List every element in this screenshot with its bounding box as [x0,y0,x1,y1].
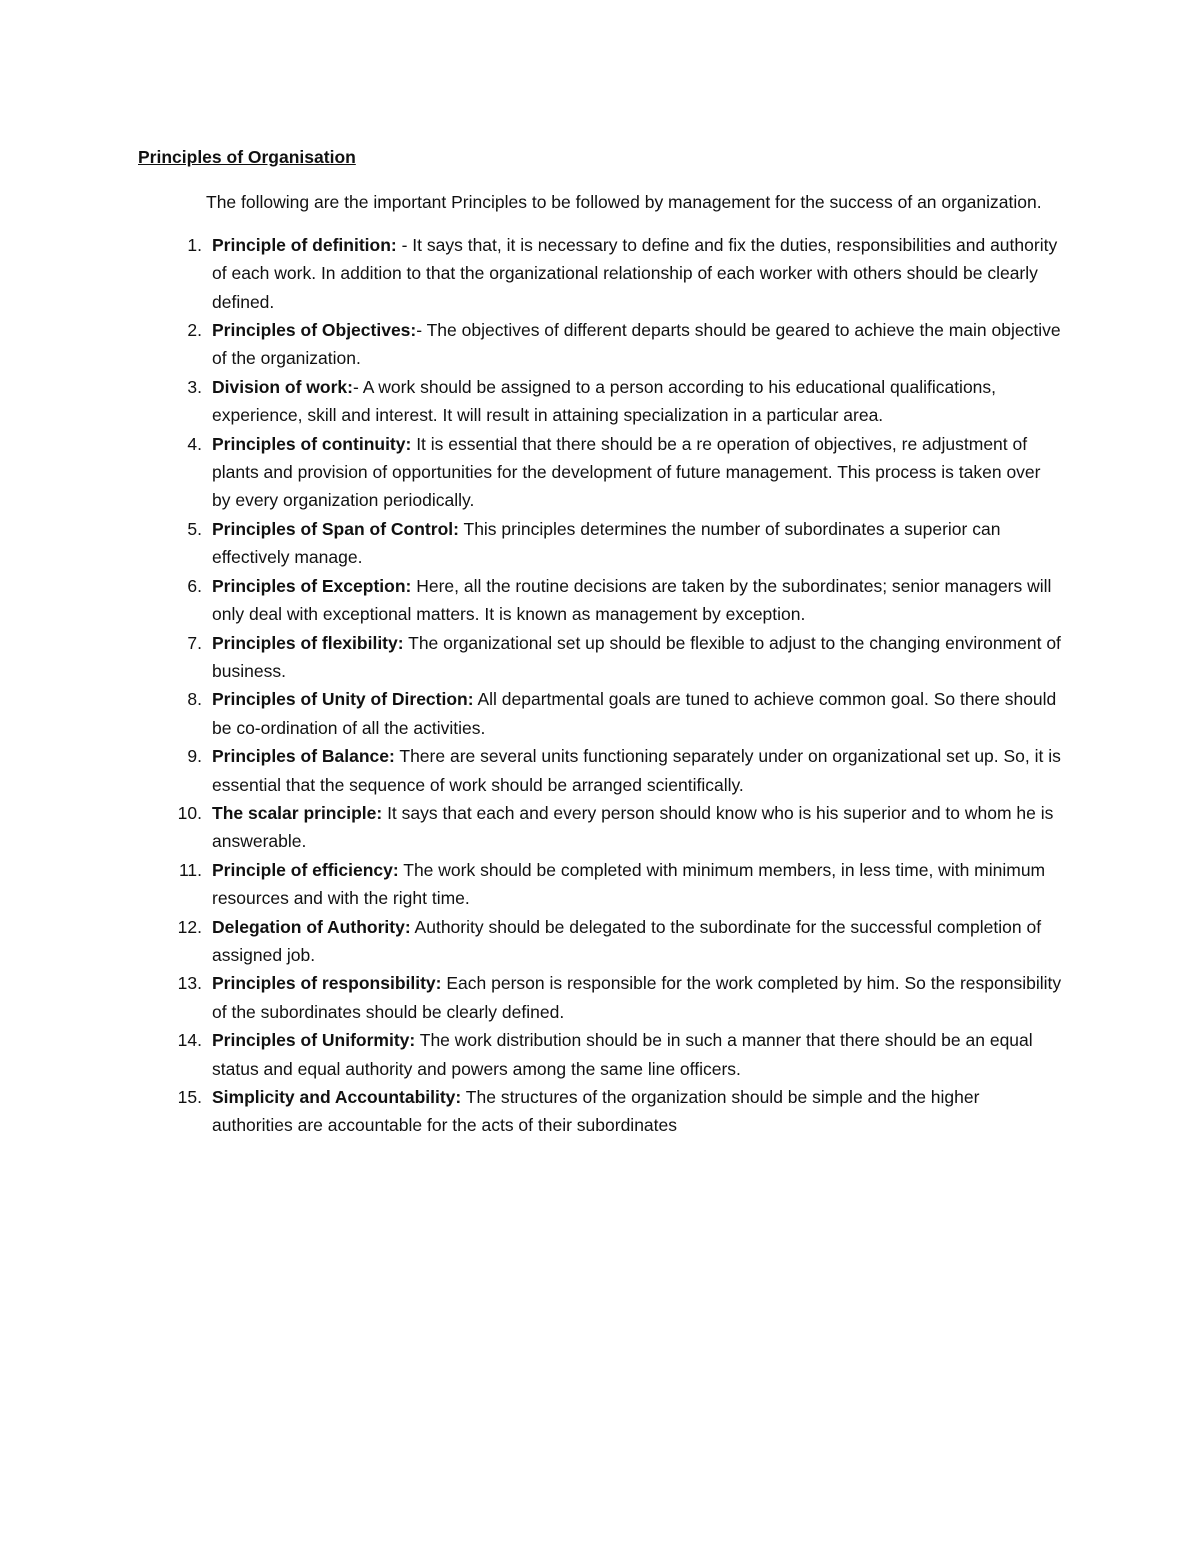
principle-description: There are several units functioning separately under on organizational set up. So, it is essential that the sequence of work should be arranged scientifically. [212,746,1061,795]
principle-term: Division of work: [212,376,353,397]
item-number: 10. [177,802,202,823]
item-number: 7. [187,632,202,653]
principle-item [138,316,1063,373]
principle-term: Principles of Balance: [212,746,395,767]
principles-list [138,231,1063,1140]
item-number: 3. [187,376,202,397]
item-number: 12. [177,916,202,937]
principle-item [138,913,1063,970]
principle-item [138,231,1063,316]
principle-description: - The objectives of different departs should be geared to achieve the main objective of the organization. [212,320,1061,369]
principle-description: Each person is responsible for the work completed by him. So the responsibility of the subordinates should be clearly defined. [212,973,1062,1022]
principle-description: The structures of the organization should be simple and the higher authorities are accountable for the acts of their subordinates [212,1087,980,1136]
principle-term: Principles of responsibility: [212,973,442,994]
principle-description: Here, all the routine decisions are taken by the subordinates; senior managers will only deal with exceptional matters. It is known as management by exception. [212,575,1052,625]
principle-item [138,856,1063,913]
principle-description: The work should be completed with minimum members, in less time, with minimum resources and with the right time. [212,859,1046,909]
item-number: 9. [187,746,202,767]
principle-term: Principles of Objectives: [212,320,417,341]
item-number: 15. [177,1087,202,1107]
principle-item [138,685,1063,742]
intro-paragraph: The following are the important Principles to be followed by management for the success of an organization. [206,192,1042,213]
document-title: Principles of Organisation [138,147,356,167]
principle-term: Principles of Uniformity: [212,1030,416,1051]
principle-item [138,515,1063,572]
principle-description: Authority should be delegated to the subordinate for the successful completion of assigned job. [212,916,1042,965]
principle-term: Principles of continuity: [212,433,412,454]
item-number: 14. [177,1030,202,1051]
principle-term: The scalar principle: [212,802,383,823]
item-number: 4. [187,433,202,454]
principle-term: Principles of flexibility: [212,632,404,653]
item-number: 1. [187,234,202,255]
principle-description: - A work should be assigned to a person according to his educational qualifications, experience, skill and interest. It will result in attaining specialization in a particular area. [212,376,997,426]
principle-term: Principle of definition: [212,234,397,255]
item-number: 11. [178,859,202,880]
principle-description: It is essential that there should be a re operation of objectives, re adjustment of plants and provision of opportunities for the development of future management. This process is taken over by every organization periodically. [212,433,1041,511]
item-number: 8. [187,689,202,710]
principle-description: - It says that, it is necessary to define and fix the duties, responsibilities and authority of each work. In addition to that the organizational relationship of each worker with others should be clearly defined. [212,234,1058,312]
principle-term: Simplicity and Accountability: [212,1087,462,1107]
principle-description: The work distribution should be in such a manner that there should be an equal status and equal authority and powers among the same line officers. [212,1030,1033,1079]
item-number: 5. [187,518,202,539]
principle-item [138,742,1063,799]
principle-term: Principle of efficiency: [212,859,399,880]
principle-description: All departmental goals are tuned to achieve common goal. So there should be co-ordination of all the activities. [212,689,1057,738]
principle-term: Principles of Exception: [212,575,412,596]
principle-item [138,373,1063,430]
principle-item [138,572,1063,629]
principle-item [138,1026,1063,1083]
principle-description: The organizational set up should be flexible to adjust to the changing environment of business. [212,632,1061,681]
principle-item [138,430,1063,515]
principle-description: This principles determines the number of subordinates a superior can effectively manage. [212,518,1001,568]
principle-description: It says that each and every person should know who is his superior and to whom he is answerable. [212,802,1054,852]
document-body [138,143,1063,1140]
principle-item [138,799,1063,856]
principle-term: Delegation of Authority: [212,916,411,937]
principle-term: Principles of Span of Control: [212,518,459,539]
principle-term: Principles of Unity of Direction: [212,689,474,710]
principle-item [138,629,1063,686]
principle-item [138,1083,1063,1140]
principle-item [138,969,1063,1026]
item-number: 6. [187,575,202,596]
item-number: 13. [177,973,202,994]
item-number: 2. [187,320,202,341]
